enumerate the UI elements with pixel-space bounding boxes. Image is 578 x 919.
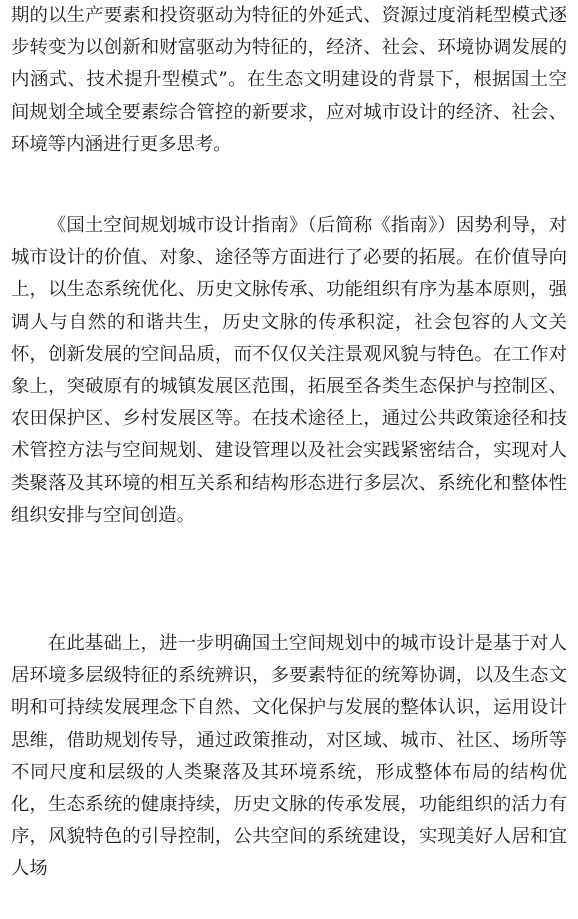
paragraph-1: 期的以生产要素和投资驱动为特征的外延式、资源过度消耗型模式逐步转变为以创新和财富驱动为特征的，经济、社会、环境协调发展的内涵式、技术提升型模式”。在生态文明建设的背景下，根据国土空间规划全域全要素综合管控的新要求，应对城市设计的经济、社会、环境等内涵进行更多思考。	[11, 5, 567, 155]
paragraph-2: 《国土空间规划城市设计指南》（后简称《指南》）因势利导，对城市设计的价值、对象、途径等方面进行了必要的拓展。在价值导向上，以生态系统优化、历史文脉传承、功能组织有序为基本原则，强调人与自然的和谐共生，历史文脉的传承积淀，社会包容的人文关怀，创新发展的空间品质，而不仅仅关注景观风貌与特色。在工作对象上，突破原有的城镇发展区范围，拓展至各类生态保护与控制区、农田保护区、乡村发展区等。在技术途径上，通过公共政策途径和技术管控方法与空间规划、建设管理以及社会实践紧密结合，实现对人类聚落及其环境的相互关系和结构形态进行多层次、系统化和整体性组织安排与空间创造。	[11, 215, 567, 526]
document-page	[11, 0, 567, 919]
paragraph-3: 在此基础上，进一步明确国土空间规划中的城市设计是基于对人居环境多层级特征的系统辨识，多要素特征的统筹协调，以及生态文明和可持续发展理念下自然、文化保护与发展的整体认识，运用设计思维，借助规划传导，通过政策推动，对区域、城市、社区、场所等不同尺度和层级的人类聚落及其环境系统，形成整体布局的结构优化，生态系统的健康持续，历史文脉的传承发展，功能组织的活力有序，风貌特色的引导控制，公共空间的系统建设，实现美好人居和宜人场	[11, 633, 567, 880]
